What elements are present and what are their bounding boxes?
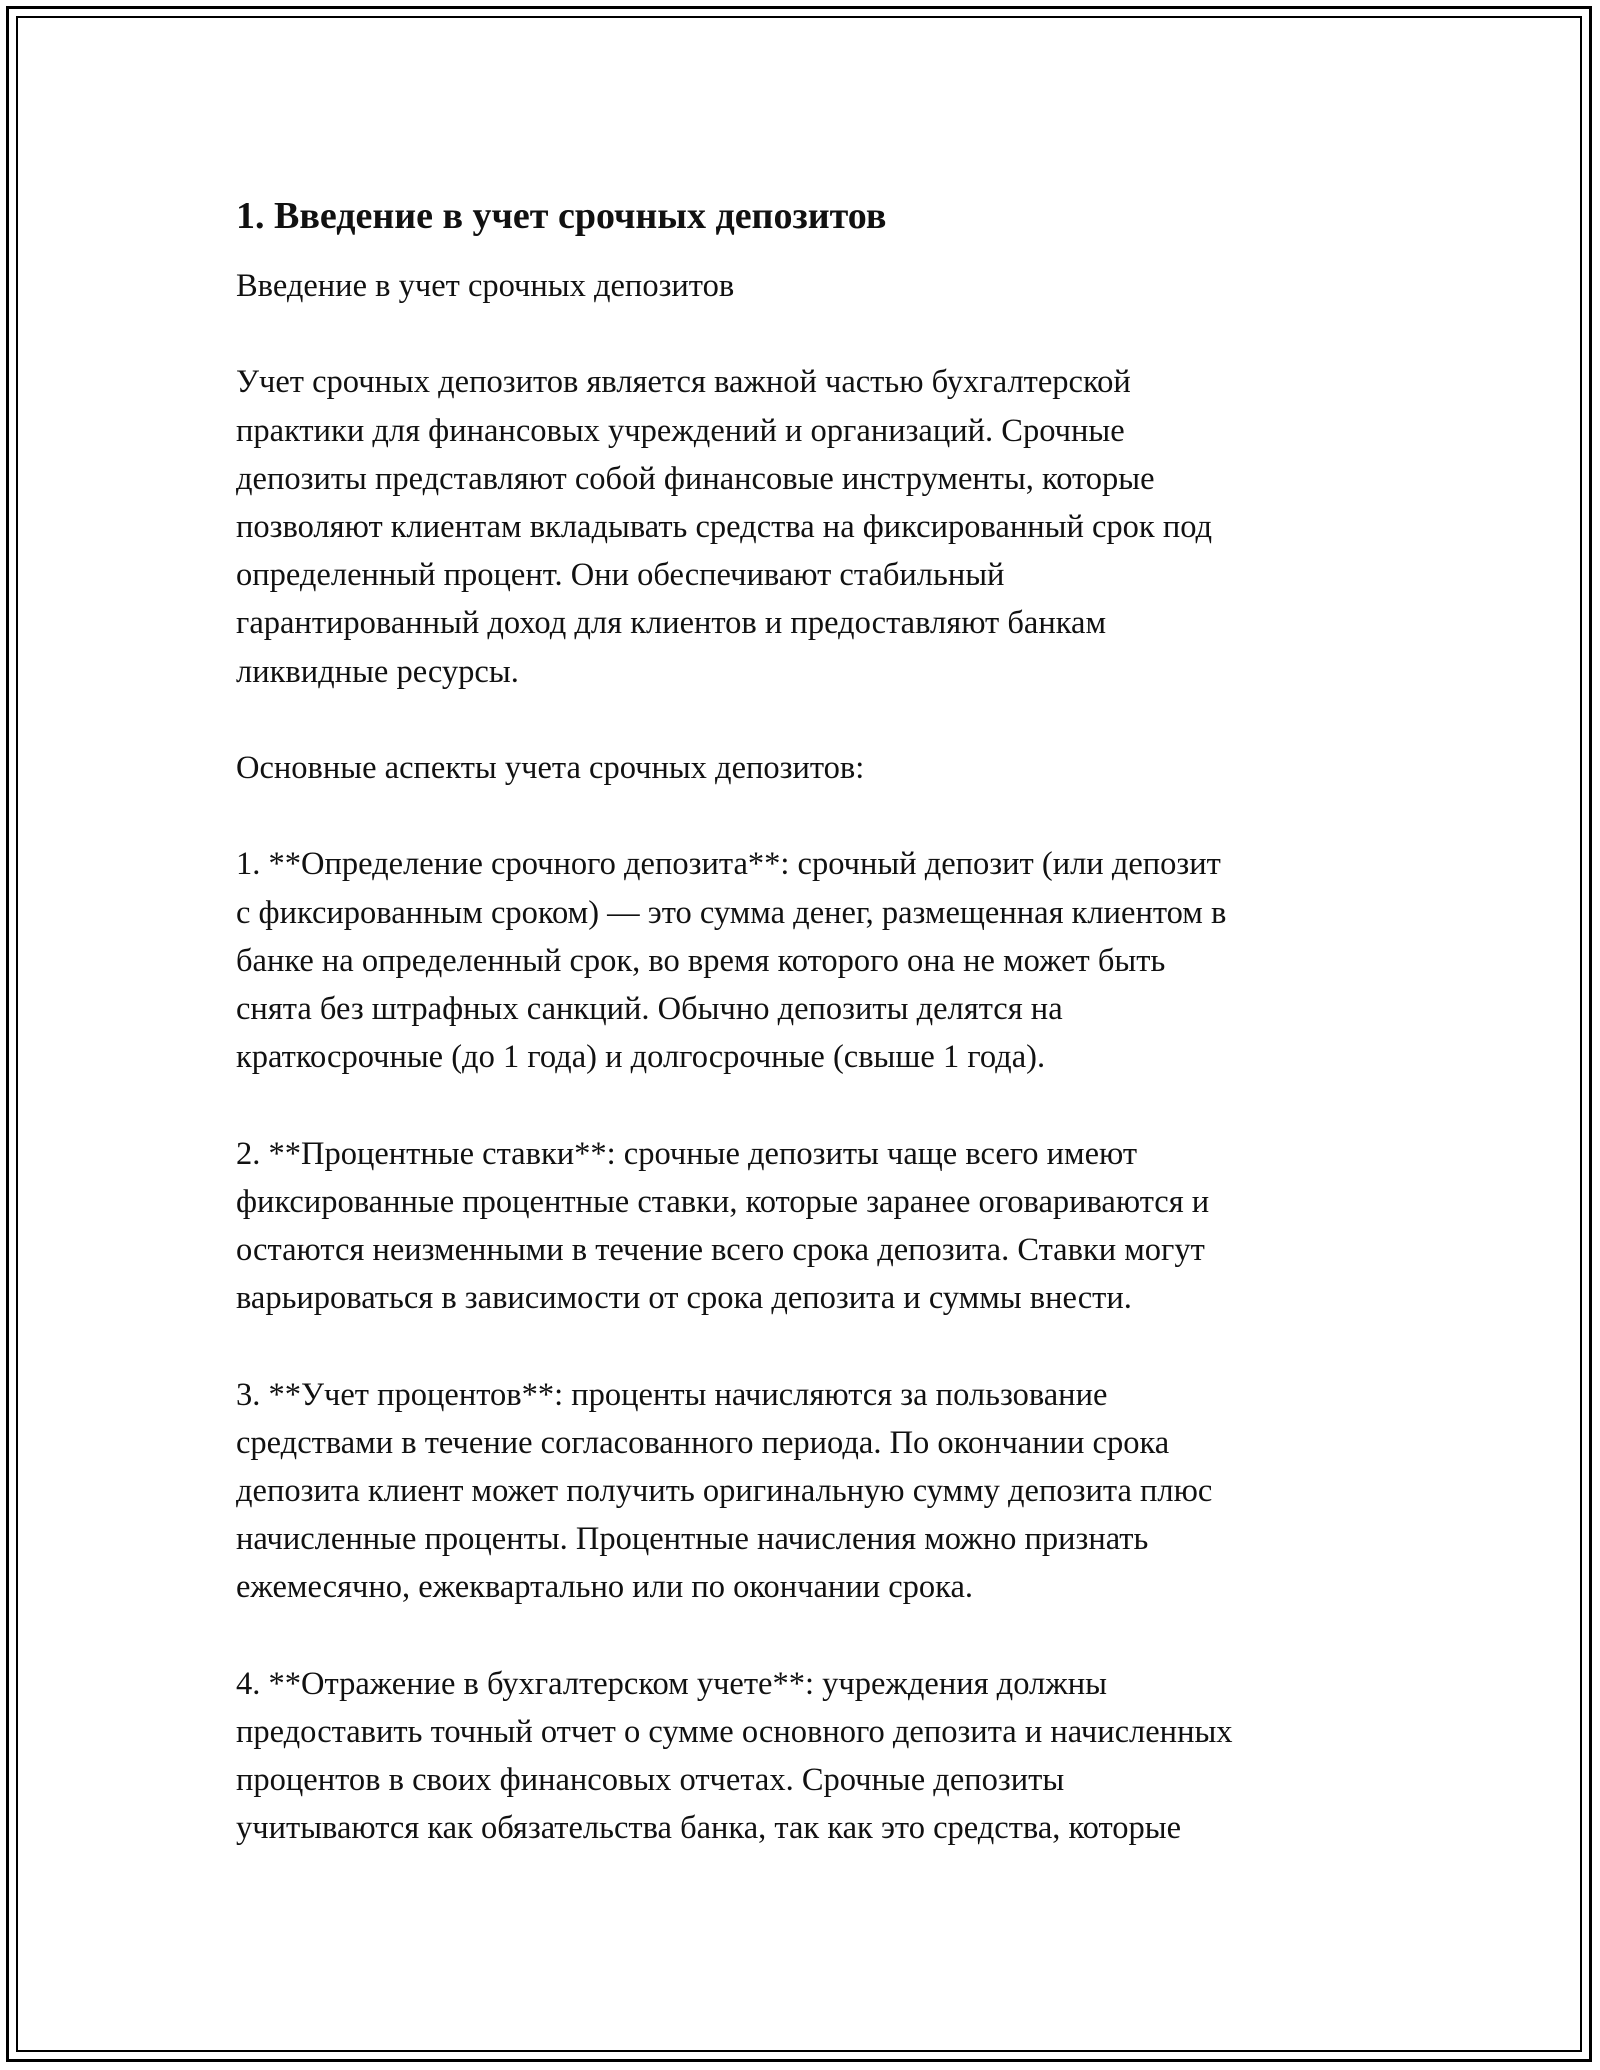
aspect-item-interest: 3. **Учет процентов**: проценты начисляются за пользование средствами в течение согласованного периода. По окончании срока депозита клиент может получить оригинальную сумму депозита плюс начисленные проценты. Процентные начисления можно признать ежемесячно, ежеквартально или по окончании срока. xyxy=(236,1376,1213,1606)
intro-paragraph: Учет срочных депозитов является важной частью бухгалтерской практики для финансовых учреждений и организаций. Срочные депозиты представляют собой финансовые инструменты, которые позволяют клиентам вкладывать средства на фиксированный срок под определенный процент. Они обеспечивают стабильный гарантированный доход для клиентов и предоставляют банкам ликвидные ресурсы. xyxy=(236,364,1213,690)
aspect-item-definition: 1. **Определение срочного депозита**: срочный депозит (или депозит с фиксированным сроком) — это сумма денег, размещенная клиентом в банке на определенный срок, во время которого она не может быть снята без штрафных санкций. Обычно депозиты делятся на краткосрочные (до 1 года) и долгосрочные (свыше 1 года). xyxy=(236,846,1227,1076)
document-body xyxy=(236,186,1386,1853)
aspect-item-rates: 2. **Процентные ставки**: срочные депозиты чаще всего имеют фиксированные процентные ставки, которые заранее оговариваются и остаются неизменными в течение всего срока депозита. Ставки могут варьироваться в зависимости от срока депозита и суммы внести. xyxy=(236,1135,1210,1317)
intro-subtitle: Введение в учет срочных депозитов xyxy=(236,268,735,304)
aspect-item-accounting: 4. **Отражение в бухгалтерском учете**: учреждения должны предоставить точный отчет о сумме основного депозита и начисленных процентов в своих финансовых отчетах. Срочные депозиты учитываются как обязательства банка, так как это средства, которые xyxy=(236,1665,1233,1847)
section-heading: 1. Введение в учет срочных депозитов xyxy=(236,195,887,237)
aspects-heading: Основные аспекты учета срочных депозитов: xyxy=(236,750,865,786)
